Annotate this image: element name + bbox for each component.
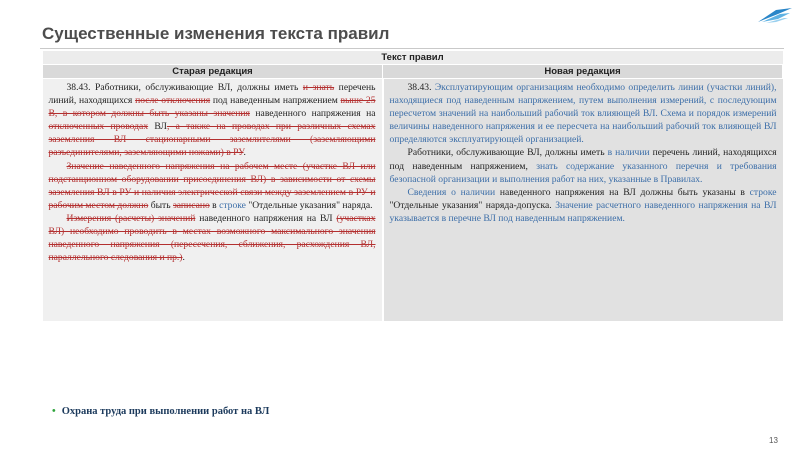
unchanged-text: наведенного напряжения на ВЛ должны быть указаны в — [495, 186, 750, 198]
deleted-text: Значение наведенного напряжения на рабочем месте (участке ВЛ или подстанционном оборудовании присоединения ВЛ) в зависимости от схемы заземления ВЛ в РУ и наличия электрической связи между заземлением в РУ и рабочим местом должно — [48, 160, 376, 211]
bullet-item — [52, 406, 269, 417]
unchanged-text: "Отдельные указания" наряда-допуска. — [389, 199, 556, 211]
old-paragraph — [49, 212, 376, 264]
old-text-cell — [43, 79, 383, 322]
unchanged-text: наведенного напряжения на — [249, 108, 376, 120]
unchanged-text: перечень линий, находящихся под наведенным напряжением, — [389, 147, 777, 172]
column-header-old: Старая редакция — [43, 65, 383, 79]
new-paragraph — [390, 186, 777, 225]
inserted-text: строке — [749, 186, 777, 198]
new-paragraph — [390, 81, 777, 146]
deleted-text: отключенных проводах — [48, 121, 149, 133]
old-paragraph — [49, 81, 376, 160]
new-text-cell — [383, 79, 783, 322]
bullet-dot-icon: • — [52, 406, 56, 417]
deleted-text: Измерения (расчеты) значений — [66, 212, 196, 224]
unchanged-text: 38.43. Работники, обслуживающие ВЛ, должны иметь — [66, 82, 303, 93]
unchanged-text: Работники, обслуживающие ВЛ, должны иметь — [407, 147, 608, 159]
deleted-text: (участках ВЛ) необходимо проводить в местах возможного максимального значения наведенного напряжения (пересечения, сближения, расхождения ВЛ, параллельного следования и пр.) — [48, 212, 376, 264]
inserted-text: в наличии — [607, 147, 650, 159]
unchanged-text: 38.43. — [407, 82, 435, 93]
title-divider — [40, 48, 784, 49]
unchanged-text: "Отдельные указания" наряда. — [245, 199, 373, 211]
unchanged-text: под наведенным напряжением — [210, 95, 341, 107]
inserted-text: Сведения о наличии — [407, 186, 496, 198]
table-header: Текст правил — [43, 51, 783, 65]
inserted-text: Значение расчетного наведенного напряжения на ВЛ указывается в перечне ВЛ под наведенным напряжением. — [389, 199, 777, 224]
deleted-text: , а также на проводах при различных схемах заземления ВЛ стационарными заземлителями (заземляющими разъединителями, заземляющими ножами) в РУ — [48, 121, 376, 159]
new-paragraph — [390, 146, 777, 185]
unchanged-text: ВЛ — [148, 121, 167, 133]
inserted-text: Эксплуатирующим организациям необходимо определить линии (участки линий), находящиеся под наведенным напряжением, путем выполнения измерений, с последующим пересчетом значений на наибольший рабочий ток влияющей ВЛ. Схема и порядок измерений величины наведенного напряжения и ее пересчета на наибольший рабочий ток влияющей ВЛ определяются эксплуатирующей организацией. — [389, 82, 777, 146]
company-logo-icon — [756, 6, 794, 24]
inserted-text: строке — [219, 199, 246, 211]
rules-comparison-table — [42, 51, 783, 321]
bullet-text: Охрана труда при выполнении работ на ВЛ — [61, 406, 270, 417]
deleted-text: записано — [173, 199, 210, 211]
unchanged-text: наведенного напряжения на ВЛ — [195, 212, 337, 224]
old-paragraph — [49, 160, 376, 212]
column-header-new: Новая редакция — [383, 65, 783, 79]
inserted-text: знать содержание указанного перечня и требования безопасной организации и выполнения работ на них, указанные в Правилах. — [389, 160, 777, 185]
unchanged-text: . — [182, 252, 185, 264]
deleted-text: выше 25 В, в котором должны быть указаны значения — [48, 95, 376, 120]
unchanged-text: . — [243, 147, 246, 159]
unchanged-text: перечень линий, находящихся — [48, 82, 376, 107]
deleted-text: и знать — [302, 82, 335, 93]
unchanged-text: быть — [148, 199, 173, 211]
deleted-text: после отключения — [135, 95, 211, 107]
page-number: 13 — [769, 436, 778, 445]
unchanged-text: в — [209, 199, 220, 211]
slide-title: Существенные изменения текста правил — [42, 24, 390, 43]
